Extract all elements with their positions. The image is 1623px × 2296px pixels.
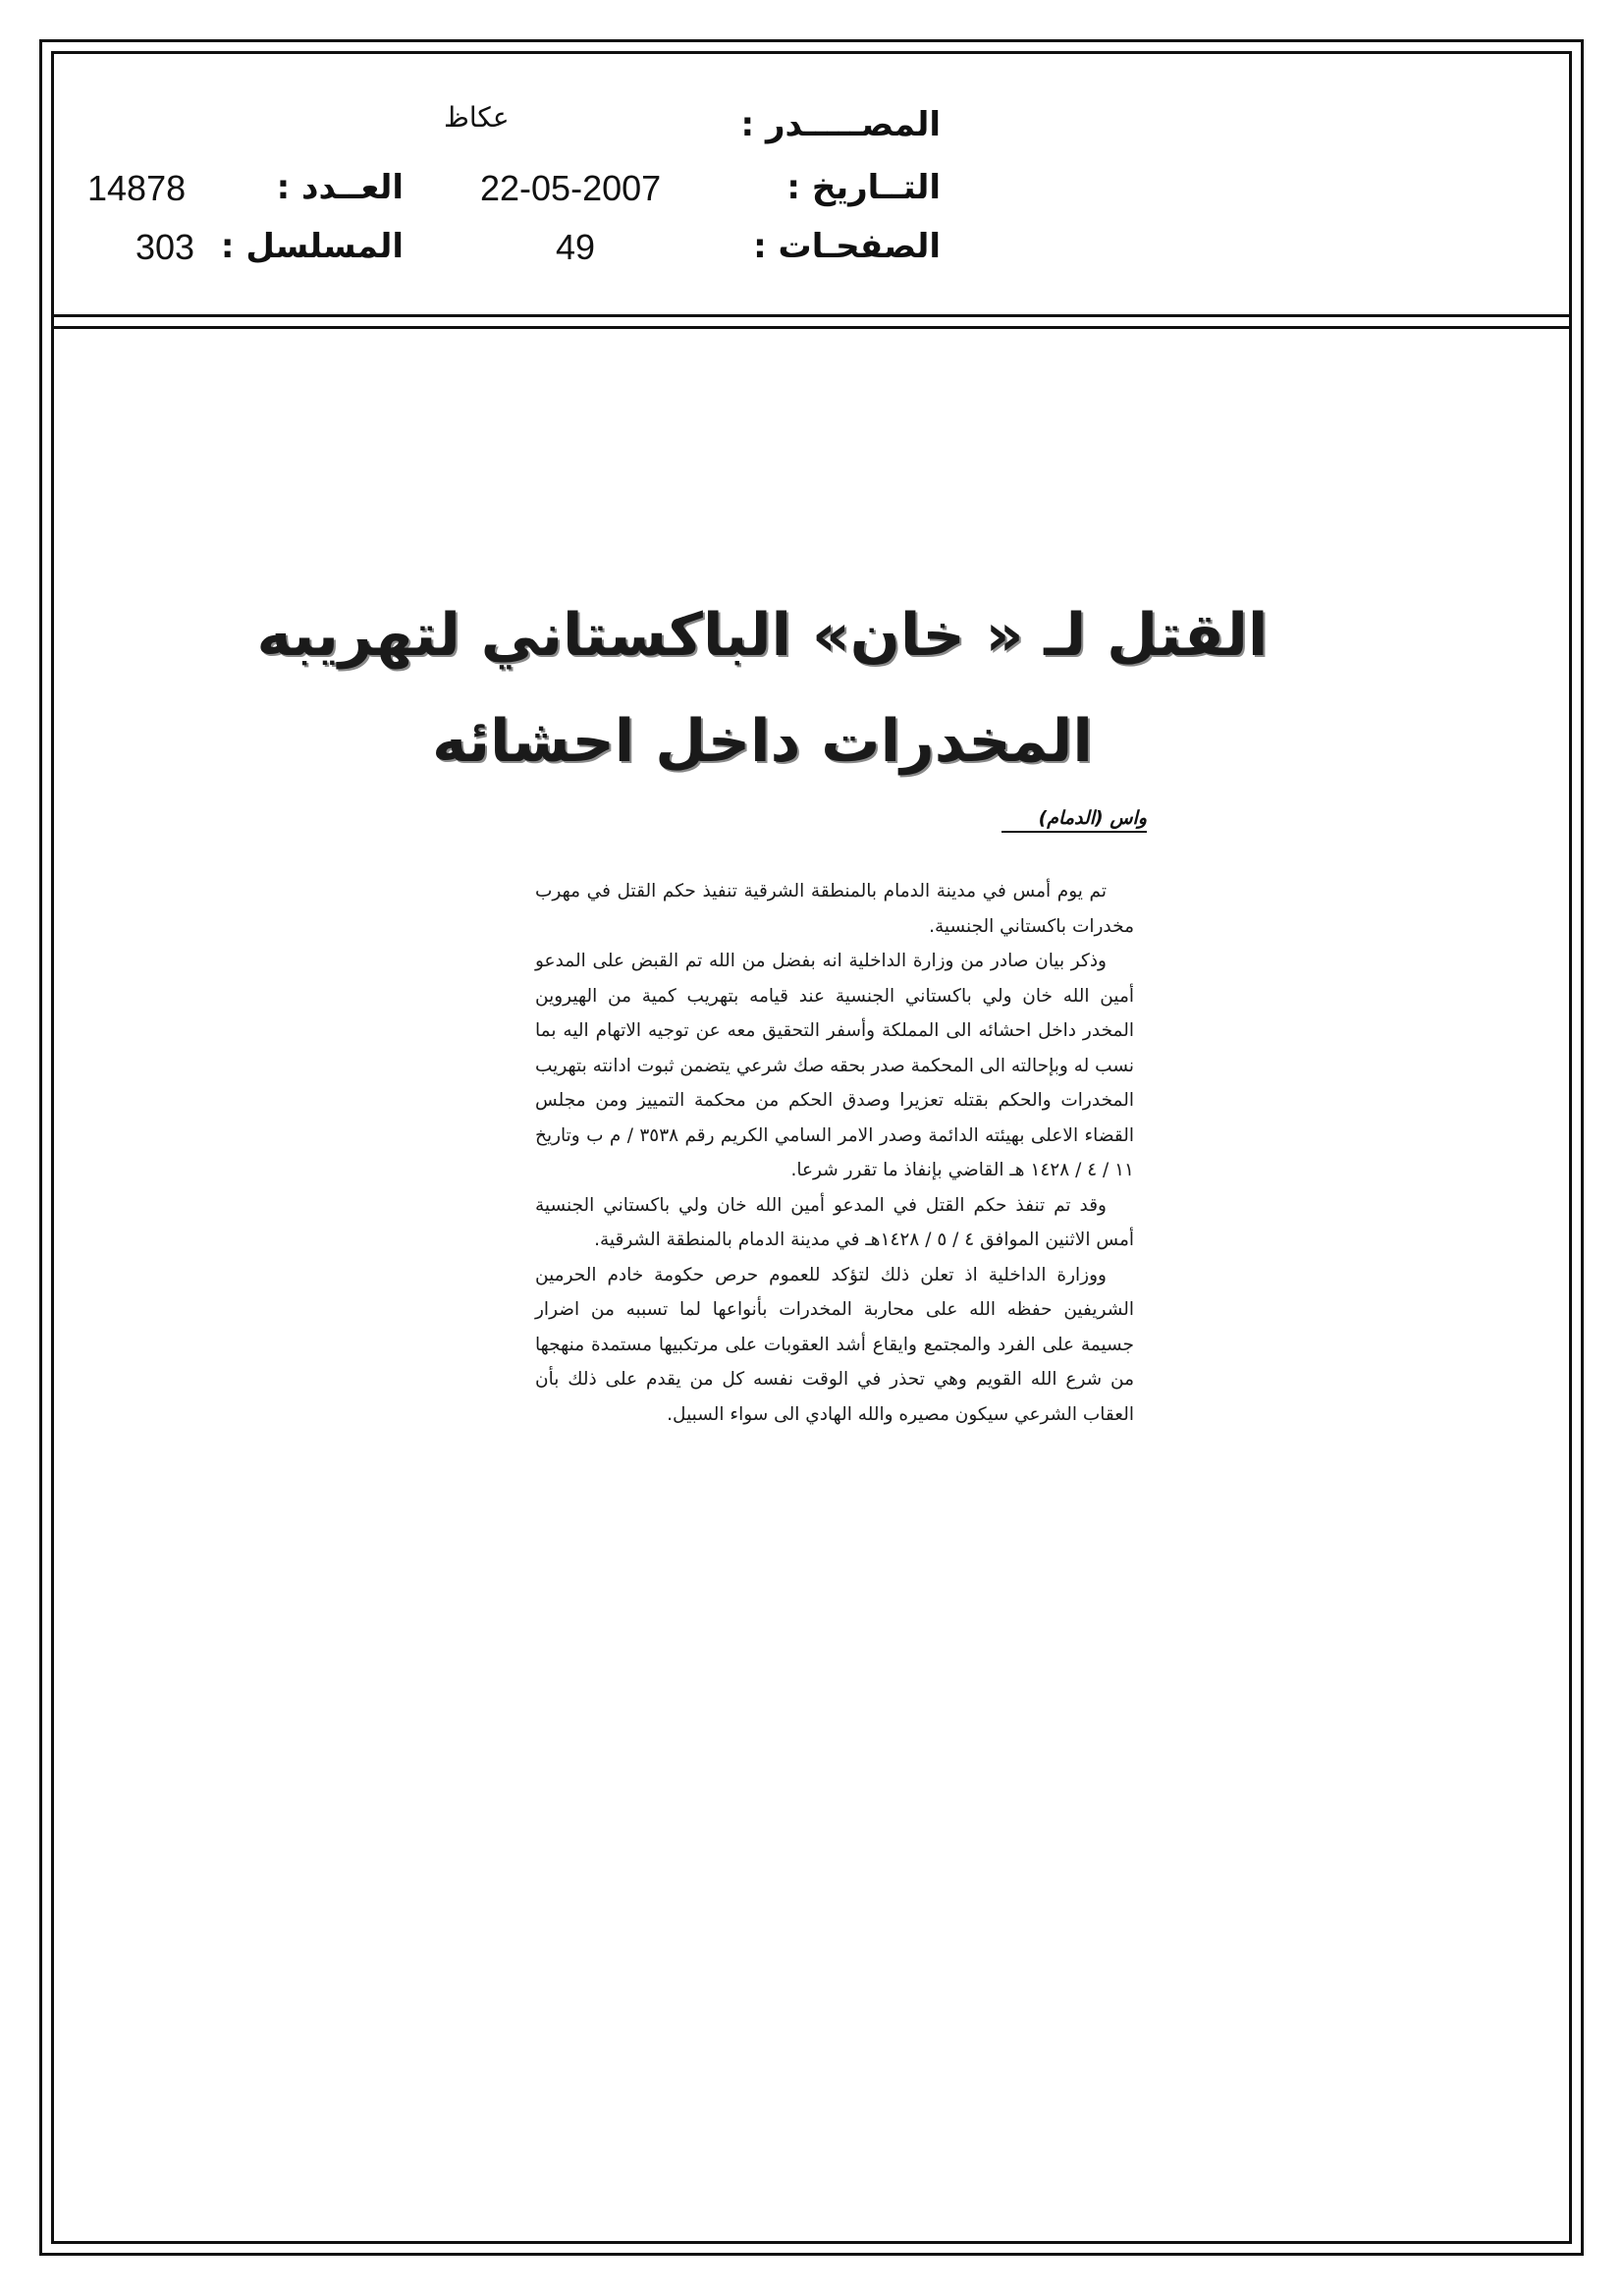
serial-label: المسلسل :	[220, 227, 404, 266]
byline: واس (الدمام)	[1001, 807, 1147, 833]
article-paragraph-1: تم يوم أمس في مدينة الدمام بالمنطقة الشرقية تنفيذ حكم القتل في مهرب مخدرات باكستاني الجنسية.	[535, 881, 1134, 937]
article-paragraph-3: وقد تم تنفذ حكم القتل في المدعو أمين الله خان ولي باكستاني الجنسية أمس الاثنين الموافق ٤ / ٥ / ١٤٢٨هـ في مدينة الدمام بالمنطقة الشرقية.	[535, 1194, 1134, 1250]
header-divider-bottom	[51, 326, 1572, 329]
issue-number-value: 14878	[87, 168, 187, 208]
date-value: 22-05-2007	[480, 168, 662, 208]
pages-value: 49	[556, 227, 596, 267]
header-divider-top	[51, 314, 1572, 317]
article-paragraph-4: ووزارة الداخلية اذ تعلن ذلك لتؤكد للعموم حرص حكومة خادم الحرمين الشريفين حفظه الله على محاربة المخدرات بأنواعها لما تسببه من اضرار جسيمة على الفرد والمجتمع وايقاع أشد العقوبات على مرتكبيها مستمدة منهجها من شرع الله القويم وهي تحذر في الوقت نفسه كل من يقدم على ذلك بأن العقاب الشرعي سيكون مصيره والله الهادي الى سواء السبيل.	[535, 1264, 1134, 1425]
article-body	[535, 874, 1134, 1432]
headline-line-2: المخدرات داخل احشائه	[432, 707, 1093, 776]
issue-number-label: العــدد :	[276, 168, 404, 207]
article-paragraph-2: وذكر بيان صادر من وزارة الداخلية انه بفضل من الله تم القبض على المدعو أمين الله خان ولي باكستاني الجنسية عند قيامه بتهريب كمية من الهيروين المخدر داخل احشائه الى المملكة وأسفر التحقيق معه عن توجيه الاتهام اليه بما نسب له وبإحالته الى المحكمة صدر بحقه صك شرعي يتضمن ثبوت ادانته بتهريب المخدرات والحكم بقتله تعزيرا وصدق الحكم من محكمة التمييز ومن مجلس القضاء الاعلى بهيئته الدائمة وصدر الامر السامي الكريم رقم ٣٥٣٨ / م ب وتاريخ ١١ / ٤ / ١٤٢٨ هـ القاضي بإنفاذ ما تقرر شرعا.	[535, 951, 1134, 1180]
source-label: المصـــــدر :	[740, 105, 941, 144]
serial-value: 303	[135, 227, 195, 267]
pages-label: الصفحـات :	[753, 227, 941, 266]
date-label: التــاريخ :	[786, 168, 941, 207]
source-value: عكاظ	[444, 101, 510, 134]
headline-line-1: القتل لـ « خان» الباكستاني لتهريبه	[256, 601, 1269, 670]
